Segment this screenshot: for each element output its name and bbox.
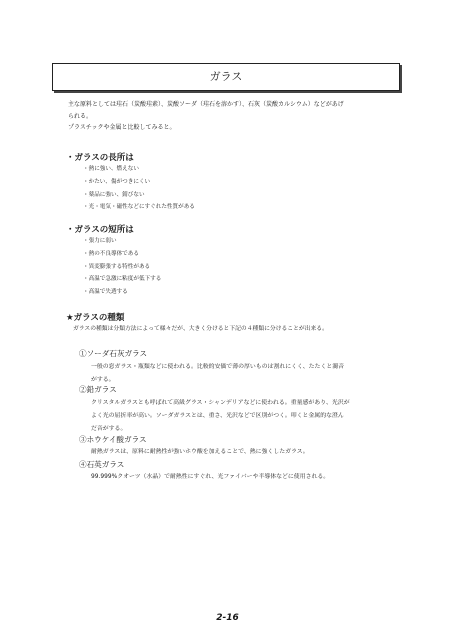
description-line: 一般の窓ガラス・瓶類などに使われる。比較的安価で薄の厚いものは割れにくく、たたくと濁音 xyxy=(91,364,345,370)
list-item: ・高温で急激に粘度が低下する xyxy=(83,276,162,283)
type-description-quartz xyxy=(91,471,397,484)
description-line: よく光の屈折率が高い。ソーダガラスとは、重さ、光沢などで区別がつく。叩くと金属的な澄ん xyxy=(91,413,344,419)
description-line: がする。 xyxy=(91,377,115,383)
demerits-heading: ・ガラスの短所は xyxy=(66,225,134,235)
page-number: 2-16 xyxy=(216,613,239,623)
list-item: ・薬品に強い、錆びない xyxy=(83,191,145,198)
type-title-borosilicate: ③ホウケイ酸ガラス xyxy=(79,435,147,444)
types-intro: ガラスの種類は分類方法によって様々だが、大きく分けると下記の４種類に分けることが出来る。 xyxy=(73,326,328,332)
list-item: ・光・電気・磁性などにすぐれた性質がある xyxy=(83,204,195,211)
demerits-list xyxy=(83,235,161,299)
list-item: ・熱に強い、燃えない xyxy=(83,166,139,172)
types-heading: ★ガラスの種類 xyxy=(66,313,125,323)
type-description-lead xyxy=(91,397,397,436)
type-title-lead: ②鉛ガラス xyxy=(79,385,117,394)
description-line: 99.999%クオーツ（水晶）で耐熱性にすぐれ、光ファイバーや半導体などに使用される。 xyxy=(91,474,330,480)
description-line: クリスタルガラスとも呼ばれて高級グラス・シャンデリアなどに使われる。重量感があり、光沢が xyxy=(91,400,350,406)
type-description-soda-lime xyxy=(91,361,397,387)
type-title-soda-lime: ①ソーダ石灰ガラス xyxy=(79,349,148,358)
intro-paragraph xyxy=(68,99,400,134)
list-item: ・張力に弱い xyxy=(83,238,117,244)
list-item: ・かたい、傷がつきにくい xyxy=(83,178,151,185)
intro-line: 主な原料としては珪石（炭酸珪素）、炭酸ソーダ（珪石を溶かす）、石灰（炭酸カルシウム）などがあげ xyxy=(68,101,344,108)
type-title-quartz: ④石英ガラス xyxy=(79,460,125,469)
description-line: だ音がする。 xyxy=(91,426,127,432)
list-item: ・高温で失透する xyxy=(83,289,128,296)
title-box xyxy=(52,63,400,91)
list-item: ・熱の不良導体である xyxy=(83,250,139,257)
list-item: ・異変膨張する特性がある xyxy=(83,263,151,270)
description-line: 耐熱ガラスは、原料に耐熱性が強いホウ酸を加えることで、熱に強くしたガラス。 xyxy=(91,449,309,455)
type-description-borosilicate xyxy=(91,446,397,459)
intro-line: られる。 xyxy=(68,112,93,120)
page-title: ガラス xyxy=(209,70,243,83)
merits-list xyxy=(83,163,195,214)
intro-line: プラスチックや金属と比較してみると。 xyxy=(68,124,176,131)
merits-heading: ・ガラスの長所は xyxy=(66,153,134,163)
